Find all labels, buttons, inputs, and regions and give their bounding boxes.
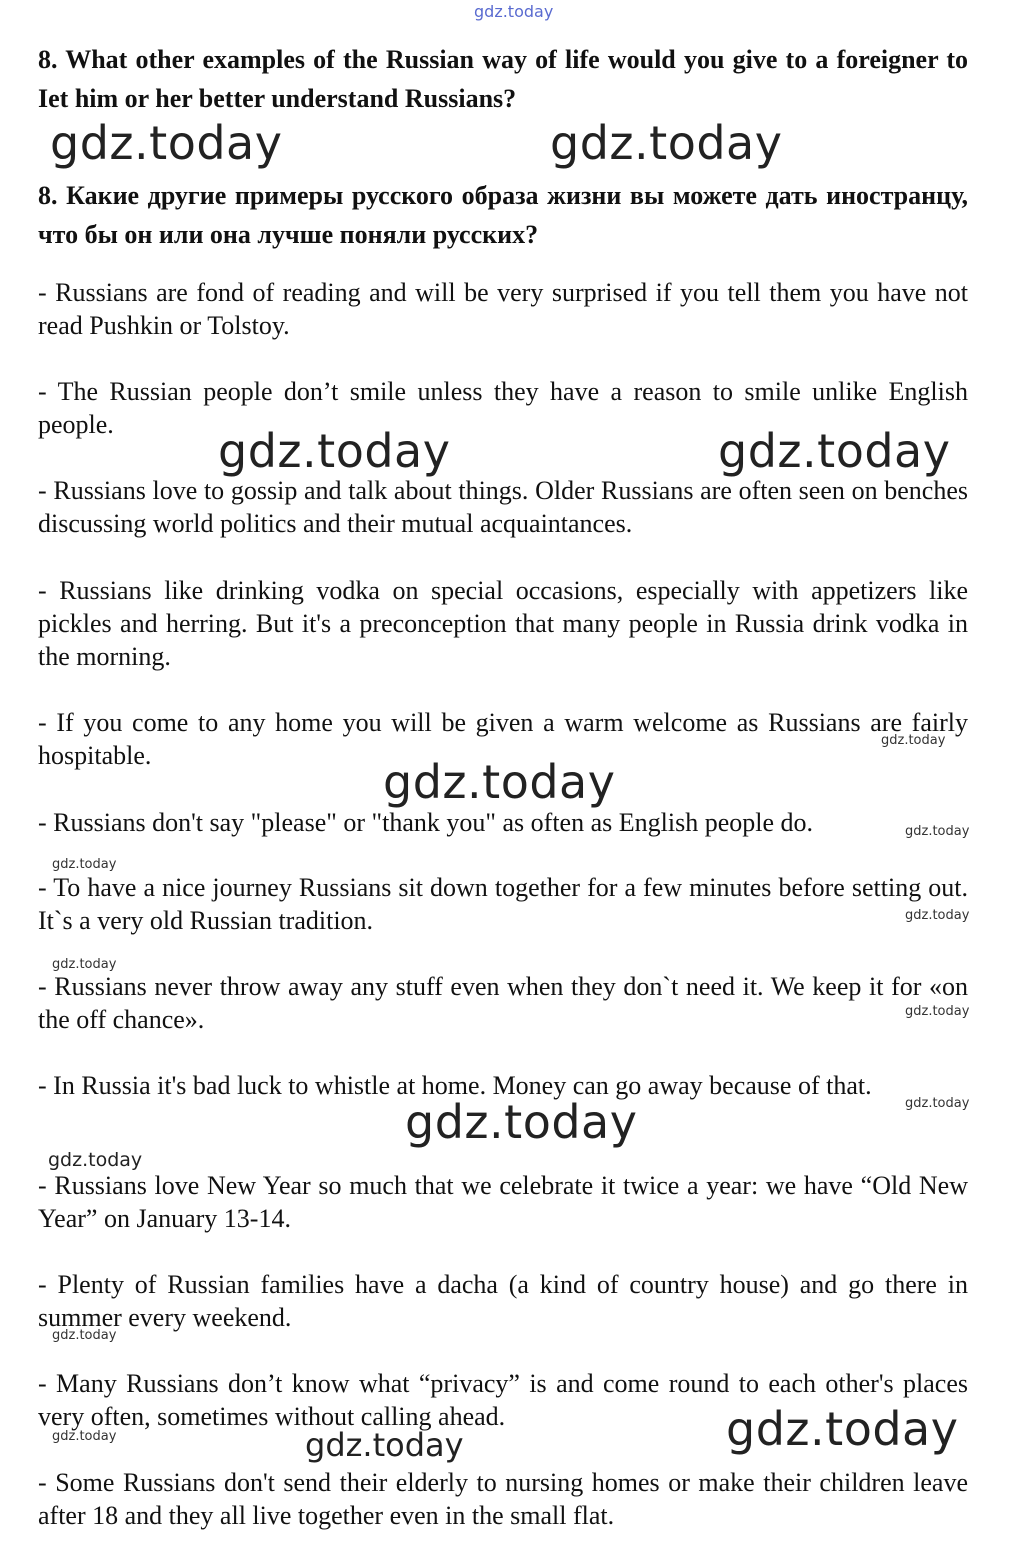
answer-item: - In Russia it's bad luck to whistle at home. Money can go away because of that. xyxy=(38,1071,872,1100)
question-english: 8. What other examples of the Russian way of life would you give to a foreigner to Iet him or her better understand Russians? xyxy=(38,45,968,113)
answer-item: - Russians love to gossip and talk about things. Older Russians are often seen on benches discussing world politics and their mutual acquaintances. xyxy=(38,476,968,538)
answer-item: - If you come to any home you will be given a warm welcome as Russians are fairly hospitable. xyxy=(38,708,968,770)
watermark: gdz.today xyxy=(50,116,283,170)
answer-item: - Russians love New Year so much that we celebrate it twice a year: we have “Old New Year” on January 13-14. xyxy=(38,1171,968,1233)
watermark: gdz.today xyxy=(405,1095,638,1149)
watermark: gdz.today xyxy=(52,1429,117,1444)
watermark: gdz.today xyxy=(48,1149,143,1171)
answer-item: - To have a nice journey Russians sit down together for a few minutes before setting out. It`s a very old Russian tradition. xyxy=(38,873,968,935)
watermark: gdz.today xyxy=(218,424,451,478)
watermark: gdz.today xyxy=(52,1328,117,1343)
watermark: gdz.today xyxy=(52,957,117,972)
answer-item: - Some Russians don't send their elderly to nursing homes or make their children leave after 18 and they all live together even in the small flat. xyxy=(38,1468,968,1530)
watermark: gdz.today xyxy=(905,1096,970,1111)
watermark: gdz.today xyxy=(726,1402,959,1456)
watermark: gdz.today xyxy=(881,733,946,748)
answer-item: - Russians never throw away any stuff even when they don`t need it. We keep it for «on the off chance». xyxy=(38,972,968,1034)
answer-item: - Russians are fond of reading and will be very surprised if you tell them you have not read Pushkin or Tolstoy. xyxy=(38,278,968,340)
answer-item: - Russians like drinking vodka on special occasions, especially with appetizers like pickles and herring. But it's a preconception that many people in Russia drink vodka in the morning. xyxy=(38,576,968,671)
answer-item: - Plenty of Russian families have a dacha (a kind of country house) and go there in summer every weekend. xyxy=(38,1270,968,1332)
watermark: gdz.today xyxy=(52,857,117,872)
watermark: gdz.today xyxy=(905,824,970,839)
answer-item: - The Russian people don’t smile unless they have a reason to smile unlike English people. xyxy=(38,377,968,439)
question-russian: 8. Какие другие примеры русского образа жизни вы можете дать иностранцу, что бы он или она лучше поняли русских? xyxy=(38,181,968,249)
watermark: gdz.today xyxy=(305,1426,464,1464)
watermark: gdz.today xyxy=(905,908,970,923)
watermark: gdz.today xyxy=(383,755,616,809)
watermark: gdz.today xyxy=(550,116,783,170)
answer-item: - Russians don't say "please" or "thank you" as often as English people do. xyxy=(38,808,814,837)
watermark: gdz.today xyxy=(905,1004,970,1019)
watermark: gdz.today xyxy=(474,2,554,21)
watermark: gdz.today xyxy=(718,424,951,478)
answer-item: - Many Russians don’t know what “privacy” is and come round to each other's places very often, sometimes without calling ahead. xyxy=(38,1369,968,1431)
